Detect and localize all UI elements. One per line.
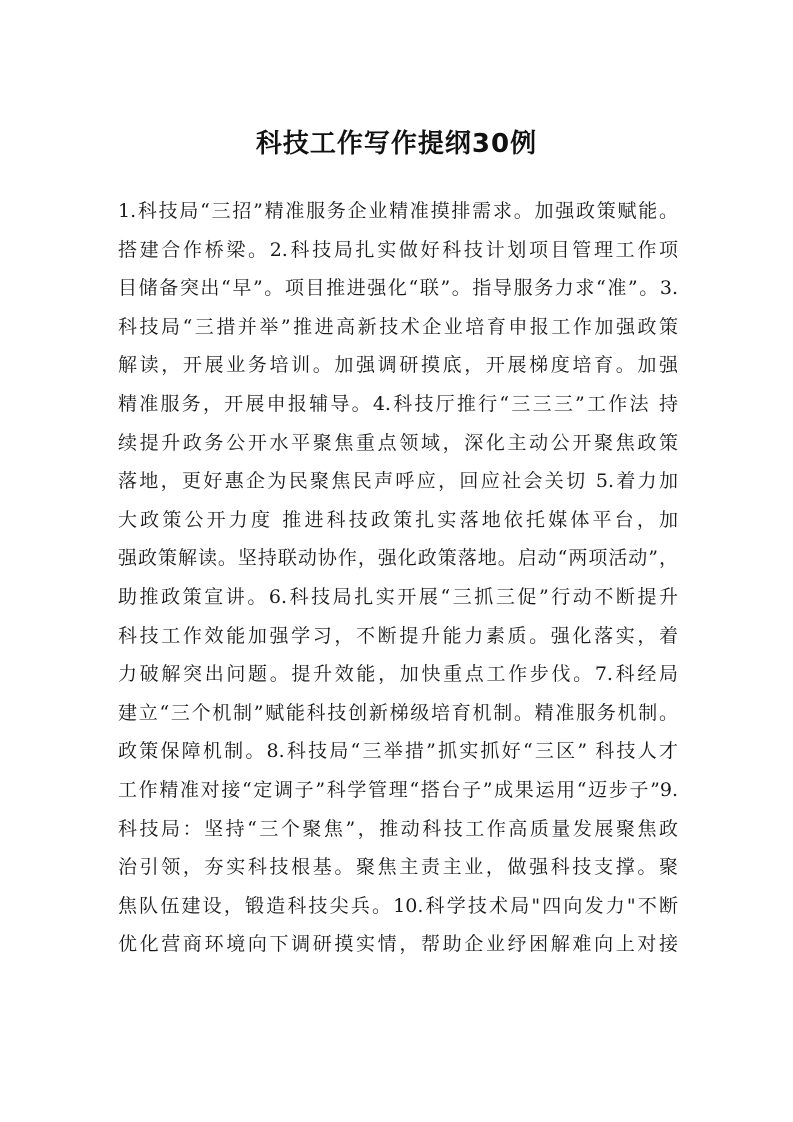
- text-line: 解读，开展业务培训。加强调研摸底，开展梯度培育。加强: [118, 354, 678, 377]
- text-line: 力破解突出问题。提升效能，加快重点工作步伐。7.科经局: [118, 663, 678, 686]
- text-line: 搭建合作桥梁。2.科技局扎实做好科技计划项目管理工作项: [118, 238, 678, 261]
- text-line: 落地，更好惠企为民聚焦民声呼应，回应社会关切 5.着力加: [118, 470, 678, 493]
- text-line: 科技局：坚持“三个聚焦”，推动科技工作高质量发展聚焦政: [118, 817, 678, 840]
- text-line: 目储备突出“早”。项目推进强化“联”。指导服务力求“准”。3.: [118, 277, 678, 300]
- text-line: 工作精准对接“定调子”科学管理“搭台子”成果运用“迈步子”9.: [118, 778, 678, 801]
- text-line: 政策保障机制。8.科技局“三举措”抓实抓好“三区” 科技人才: [118, 740, 678, 763]
- text-line: 焦队伍建设，锻造科技尖兵。10.科学技术局"四向发力"不断: [118, 894, 678, 917]
- text-line: 强政策解读。坚持联动协作，强化政策落地。启动“两项活动”，: [118, 547, 678, 570]
- document-title: 科技工作写作提纲30例: [255, 129, 538, 159]
- text-line: 治引领，夯实科技根基。聚焦主责主业，做强科技支撑。聚: [118, 856, 678, 879]
- text-line: 续提升政务公开水平聚焦重点领域，深化主动公开聚焦政策: [118, 431, 678, 454]
- text-line: 科技局“三措并举”推进高新技术企业培育申报工作加强政策: [118, 315, 678, 338]
- text-line: 科技工作效能加强学习，不断提升能力素质。强化落实，着: [118, 624, 678, 647]
- text-line: 大政策公开力度 推进科技政策扎实落地依托媒体平台，加: [118, 508, 678, 531]
- text-line: 精准服务，开展申报辅导。4.科技厅推行“三三三”工作法 持: [118, 392, 678, 415]
- text-line: 建立“三个机制”赋能科技创新梯级培育机制。精准服务机制。: [118, 701, 678, 724]
- text-line: 1.科技局“三招”精准服务企业精准摸排需求。加强政策赋能。: [118, 200, 678, 222]
- text-line: 助推政策宣讲。6.科技局扎实开展“三抓三促”行动不断提升: [118, 585, 678, 608]
- document-body: [118, 192, 678, 964]
- text-line: 优化营商环境向下调研摸实情，帮助企业纾困解难向上对接: [118, 933, 678, 956]
